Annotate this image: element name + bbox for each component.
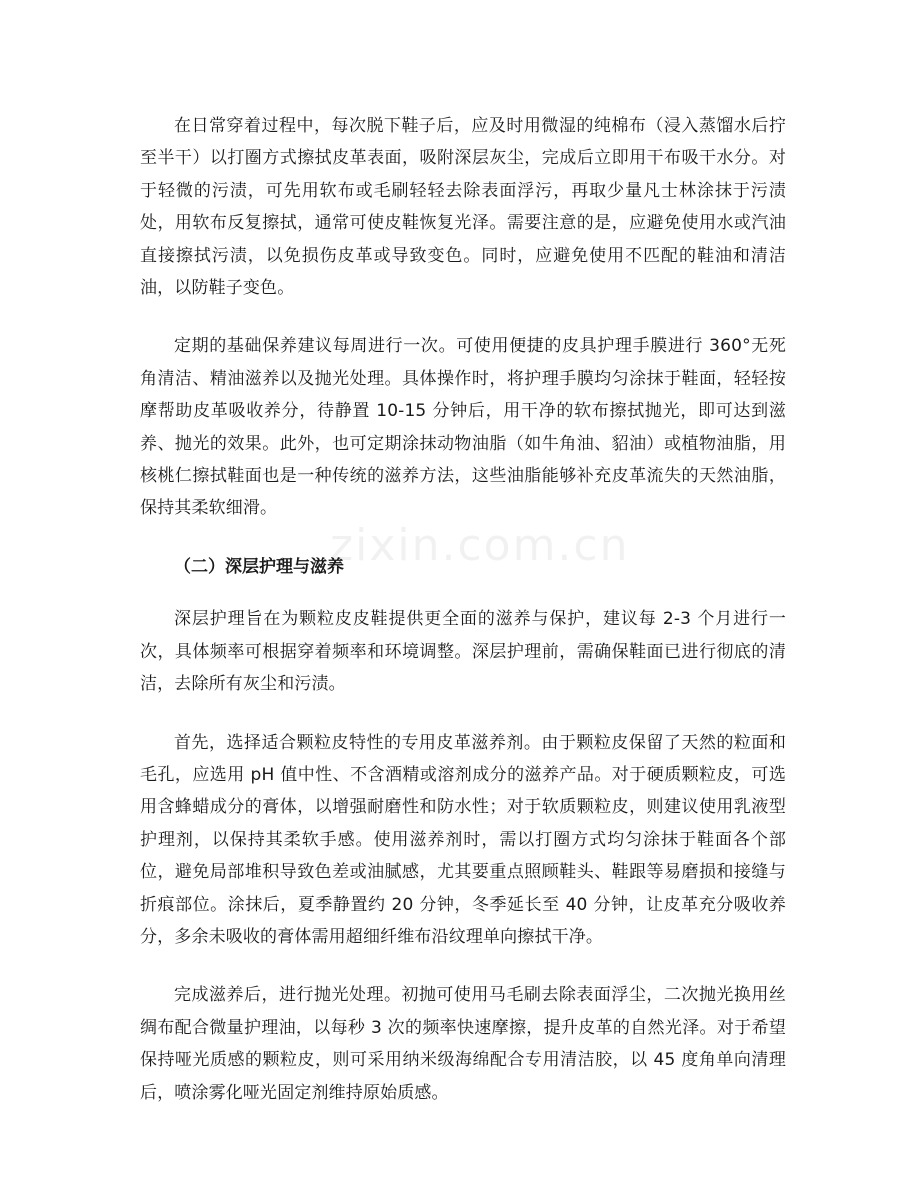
paragraph-deep-care-intro: 深层护理旨在为颗粒皮皮鞋提供更全面的滋养与保护，建议每 2-3 个月进行一次，具体频率可根据穿着频率和环境调整。深层护理前，需确保鞋面已进行彻底的清洁，去除所有灰尘和污渍。 xyxy=(140,609,786,695)
section-heading-deep-care: （二）深层护理与滋养 xyxy=(174,556,344,577)
paragraph-daily-cleaning: 在日常穿着过程中，每次脱下鞋子后，应及时用微湿的纯棉布（浸入蒸馏水后拧至半干）以打圈方式擦拭皮革表面，吸附深层灰尘，完成后立即用干布吸干水分。对于轻微的污渍，可先用软布或毛刷轻轻去除表面浮污，再取少量凡士林涂抹于污渍处，用软布反复擦拭，通常可使皮鞋恢复光泽。需要注意的是，应避免使用水或汽油直接擦拭污渍，以免损伤皮革或导致变色。同时，应避免使用不匹配的鞋油和清洁油，以防鞋子变色。 xyxy=(140,116,786,299)
paragraph-nourishing-agent: 首先，选择适合颗粒皮特性的专用皮革滋养剂。由于颗粒皮保留了天然的粒面和毛孔，应选用 pH 值中性、不含酒精或溶剂成分的滋养产品。对于硬质颗粒皮，可选用含蜂蜡成分的膏体，以增强耐磨性和防水性；对于软质颗粒皮，则建议使用乳液型护理剂，以保持其柔软手感。使用滋养剂时，需以打圈方式均匀涂抹于鞋面各个部位，避免局部堆积导致色差或油腻感，尤其要重点照顾鞋头、鞋跟等易磨损和接缝与折痕部位。涂抹后，夏季静置约 20 分钟，冬季延长至 40 分钟，让皮革充分吸收养分，多余未吸收的膏体需用超细纤维布沿纹理单向擦拭干净。 xyxy=(140,732,786,947)
document-body xyxy=(140,110,786,1135)
paragraph-polishing: 完成滋养后，进行抛光处理。初抛可使用马毛刷去除表面浮尘，二次抛光换用丝绸布配合微量护理油，以每秒 3 次的频率快速摩擦，提升皮革的自然光泽。对于希望保持哑光质感的颗粒皮，则可采用纳米级海绵配合专用清洁胶，以 45 度角单向清理后，喷涂雾化哑光固定剂维持原始质感。 xyxy=(140,985,786,1103)
paragraph-weekly-maintenance: 定期的基础保养建议每周进行一次。可使用便捷的皮具护理手膜进行 360°无死角清洁、精油滋养以及抛光处理。具体操作时，将护理手膜均匀涂抹于鞋面，轻轻按摩帮助皮革吸收养分，待静置 10-15 分钟后，用干净的软布擦拭抛光，即可达到滋养、抛光的效果。此外，也可定期涂抹动物油脂（如牛角油、貂油）或植物油脂，用核桃仁擦拭鞋面也是一种传统的滋养方法，这些油脂能够补充皮革流失的天然油脂，保持其柔软细滑。 xyxy=(140,336,786,519)
watermark: zixin.com.cn xyxy=(330,520,630,571)
